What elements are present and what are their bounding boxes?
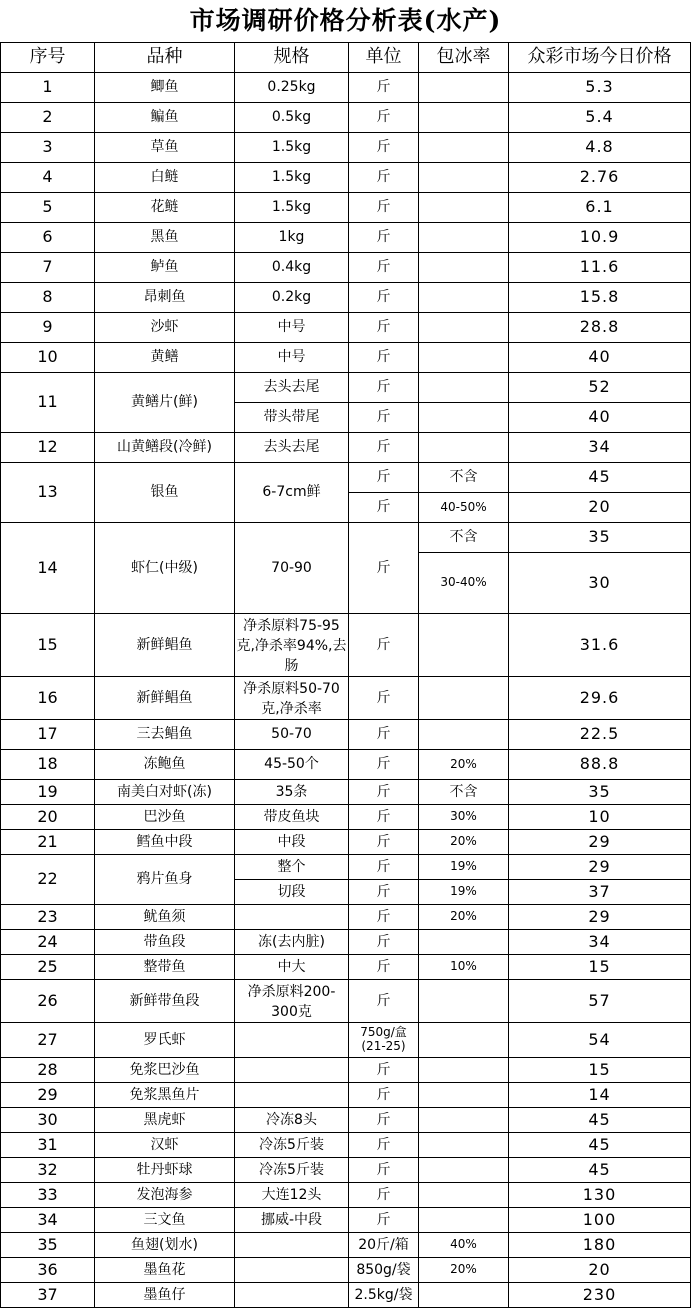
table-cell: 新鲜鲳鱼 xyxy=(95,614,235,677)
table-cell: 黄鳝片(鲜) xyxy=(95,373,235,433)
table-cell xyxy=(419,193,509,223)
table-cell: 斤 xyxy=(349,955,419,980)
table-row xyxy=(1,830,691,855)
table-cell xyxy=(235,1233,349,1258)
table-row xyxy=(1,223,691,253)
table-cell: 30 xyxy=(509,553,691,614)
table-cell: 不含 xyxy=(419,780,509,805)
table-cell: 4.8 xyxy=(509,133,691,163)
table-cell: 45 xyxy=(509,463,691,493)
table-cell xyxy=(419,283,509,313)
table-cell: 11 xyxy=(1,373,95,433)
table-row xyxy=(1,1133,691,1158)
table-cell: 黄鳝 xyxy=(95,343,235,373)
table-cell: 冷冻8头 xyxy=(235,1108,349,1133)
table-cell: 25 xyxy=(1,955,95,980)
table-cell: 850g/袋 xyxy=(349,1258,419,1283)
table-cell: 10.9 xyxy=(509,223,691,253)
table-cell xyxy=(419,1023,509,1058)
table-cell xyxy=(419,1283,509,1308)
table-cell: 29 xyxy=(1,1083,95,1108)
table-cell: 冻(去内脏) xyxy=(235,930,349,955)
table-cell: 130 xyxy=(509,1183,691,1208)
table-cell: 冻鲍鱼 xyxy=(95,750,235,780)
table-cell: 中号 xyxy=(235,343,349,373)
table-cell: 45 xyxy=(509,1108,691,1133)
table-cell: 中大 xyxy=(235,955,349,980)
table-cell: 新鲜鲳鱼 xyxy=(95,677,235,720)
table-cell: 14 xyxy=(1,523,95,614)
table-cell: 22 xyxy=(1,855,95,905)
table-cell: 70-90 xyxy=(235,523,349,614)
table-row xyxy=(1,1258,691,1283)
table-cell: 230 xyxy=(509,1283,691,1308)
table-cell: 40 xyxy=(509,403,691,433)
table-cell xyxy=(419,1208,509,1233)
table-cell: 1.5kg xyxy=(235,163,349,193)
table-cell xyxy=(419,1183,509,1208)
table-cell: 鱿鱼须 xyxy=(95,905,235,930)
table-cell: 20 xyxy=(509,493,691,523)
table-cell: 17 xyxy=(1,720,95,750)
table-cell: 昂刺鱼 xyxy=(95,283,235,313)
table-cell: 新鲜带鱼段 xyxy=(95,980,235,1023)
table-cell: 大连12头 xyxy=(235,1183,349,1208)
table-cell: 带皮鱼块 xyxy=(235,805,349,830)
table-cell: 19 xyxy=(1,780,95,805)
table-cell: 40% xyxy=(419,1233,509,1258)
table-cell: 33 xyxy=(1,1183,95,1208)
table-cell xyxy=(419,433,509,463)
table-cell: 斤 xyxy=(349,880,419,905)
table-row xyxy=(1,930,691,955)
header-cell: 单位 xyxy=(349,43,419,73)
table-cell: 虾仁(中级) xyxy=(95,523,235,614)
table-row xyxy=(1,283,691,313)
table-cell: 2 xyxy=(1,103,95,133)
table-row xyxy=(1,103,691,133)
table-cell: 鱼翅(划水) xyxy=(95,1233,235,1258)
table-cell xyxy=(235,1283,349,1308)
header-row xyxy=(1,43,691,73)
table-row xyxy=(1,1283,691,1308)
table-row xyxy=(1,73,691,103)
header-cell: 众彩市场今日价格 xyxy=(509,43,691,73)
table-cell: 23 xyxy=(1,905,95,930)
table-cell: 26 xyxy=(1,980,95,1023)
table-cell: 45 xyxy=(509,1133,691,1158)
table-cell xyxy=(235,905,349,930)
table-cell: 6.1 xyxy=(509,193,691,223)
table-cell xyxy=(419,73,509,103)
table-cell: 11.6 xyxy=(509,253,691,283)
header-cell: 包冰率 xyxy=(419,43,509,73)
table-cell: 100 xyxy=(509,1208,691,1233)
table-cell: 0.4kg xyxy=(235,253,349,283)
table-cell: 29 xyxy=(509,905,691,930)
table-cell: 2.5kg/袋 xyxy=(349,1283,419,1308)
table-cell: 花鲢 xyxy=(95,193,235,223)
table-cell: 40-50% xyxy=(419,493,509,523)
table-cell: 20 xyxy=(509,1258,691,1283)
table-cell: 10% xyxy=(419,955,509,980)
table-row xyxy=(1,1083,691,1108)
table-cell: 22.5 xyxy=(509,720,691,750)
table-cell: 1.5kg xyxy=(235,133,349,163)
table-row xyxy=(1,780,691,805)
table-row xyxy=(1,1108,691,1133)
table-cell xyxy=(419,720,509,750)
table-cell: 鳊鱼 xyxy=(95,103,235,133)
table-cell: 斤 xyxy=(349,1158,419,1183)
table-row xyxy=(1,1158,691,1183)
table-cell: 19% xyxy=(419,880,509,905)
table-cell xyxy=(419,313,509,343)
table-cell: 斤 xyxy=(349,1083,419,1108)
table-cell: 32 xyxy=(1,1158,95,1183)
table-cell: 鲫鱼 xyxy=(95,73,235,103)
header-cell: 品种 xyxy=(95,43,235,73)
table-cell: 29.6 xyxy=(509,677,691,720)
table-cell: 斤 xyxy=(349,1108,419,1133)
table-cell: 30% xyxy=(419,805,509,830)
table-cell: 斤 xyxy=(349,855,419,880)
table-cell: 20% xyxy=(419,830,509,855)
table-cell: 31.6 xyxy=(509,614,691,677)
table-cell: 斤 xyxy=(349,1058,419,1083)
table-cell: 15 xyxy=(509,955,691,980)
table-cell: 斤 xyxy=(349,253,419,283)
table-cell: 5.3 xyxy=(509,73,691,103)
table-cell: 斤 xyxy=(349,283,419,313)
table-cell: 斤 xyxy=(349,193,419,223)
table-cell: 不含 xyxy=(419,523,509,553)
table-cell: 净杀原料50-70克,净杀率 xyxy=(235,677,349,720)
table-cell: 54 xyxy=(509,1023,691,1058)
table-cell: 斤 xyxy=(349,980,419,1023)
table-cell: 山黄鳝段(冷鲜) xyxy=(95,433,235,463)
table-cell xyxy=(235,1258,349,1283)
table-cell: 37 xyxy=(1,1283,95,1308)
table-row xyxy=(1,373,691,403)
table-cell: 31 xyxy=(1,1133,95,1158)
table-row xyxy=(1,1023,691,1058)
table-row xyxy=(1,433,691,463)
table-cell: 净杀原料200-300克 xyxy=(235,980,349,1023)
table-body xyxy=(1,73,691,1308)
table-cell: 带头带尾 xyxy=(235,403,349,433)
table-cell: 20% xyxy=(419,905,509,930)
table-cell: 巴沙鱼 xyxy=(95,805,235,830)
table-row xyxy=(1,193,691,223)
table-cell: 50-70 xyxy=(235,720,349,750)
table-cell xyxy=(419,980,509,1023)
table-cell: 40 xyxy=(509,343,691,373)
table-cell xyxy=(419,253,509,283)
table-cell: 斤 xyxy=(349,614,419,677)
table-cell: 冷冻5斤装 xyxy=(235,1158,349,1183)
table-cell: 0.25kg xyxy=(235,73,349,103)
table-row xyxy=(1,805,691,830)
table-cell: 20% xyxy=(419,1258,509,1283)
table-cell: 去头去尾 xyxy=(235,373,349,403)
table-cell: 35 xyxy=(509,780,691,805)
table-cell: 斤 xyxy=(349,523,419,614)
table-cell: 冷冻5斤装 xyxy=(235,1133,349,1158)
table-cell: 750g/盒(21-25) xyxy=(349,1023,419,1058)
table-cell: 8 xyxy=(1,283,95,313)
table-cell: 3 xyxy=(1,133,95,163)
table-cell: 28.8 xyxy=(509,313,691,343)
table-row xyxy=(1,313,691,343)
table-cell: 斤 xyxy=(349,1183,419,1208)
table-cell xyxy=(419,1158,509,1183)
table-cell xyxy=(419,930,509,955)
table-cell: 1.5kg xyxy=(235,193,349,223)
table-cell: 斤 xyxy=(349,750,419,780)
table-row xyxy=(1,1233,691,1258)
header-cell: 序号 xyxy=(1,43,95,73)
table-cell: 三去鲳鱼 xyxy=(95,720,235,750)
table-cell: 白鲢 xyxy=(95,163,235,193)
table-cell: 斤 xyxy=(349,223,419,253)
table-cell xyxy=(419,1133,509,1158)
table-cell xyxy=(419,103,509,133)
table-cell: 沙虾 xyxy=(95,313,235,343)
table-cell: 35 xyxy=(509,523,691,553)
table-cell: 银鱼 xyxy=(95,463,235,523)
table-cell: 35 xyxy=(1,1233,95,1258)
table-cell: 斤 xyxy=(349,433,419,463)
table-cell: 4 xyxy=(1,163,95,193)
table-cell: 斤 xyxy=(349,133,419,163)
table-row xyxy=(1,1058,691,1083)
table-cell: 20 xyxy=(1,805,95,830)
table-cell: 墨鱼花 xyxy=(95,1258,235,1283)
table-row xyxy=(1,750,691,780)
table-cell xyxy=(419,373,509,403)
table-cell: 不含 xyxy=(419,463,509,493)
table-cell: 斤 xyxy=(349,930,419,955)
table-cell: 斤 xyxy=(349,163,419,193)
table-cell: 去头去尾 xyxy=(235,433,349,463)
table-cell: 鸦片鱼身 xyxy=(95,855,235,905)
table-cell: 180 xyxy=(509,1233,691,1258)
table-cell: 19% xyxy=(419,855,509,880)
table-cell: 中段 xyxy=(235,830,349,855)
table-cell: 斤 xyxy=(349,677,419,720)
table-cell: 牡丹虾球 xyxy=(95,1158,235,1183)
table-cell: 罗氏虾 xyxy=(95,1023,235,1058)
table-row xyxy=(1,905,691,930)
table-row xyxy=(1,720,691,750)
table-cell: 斤 xyxy=(349,780,419,805)
table-cell: 29 xyxy=(509,855,691,880)
table-cell: 斤 xyxy=(349,313,419,343)
table-cell: 37 xyxy=(509,880,691,905)
table-cell: 30-40% xyxy=(419,553,509,614)
table-row xyxy=(1,163,691,193)
table-row xyxy=(1,955,691,980)
table-cell: 35条 xyxy=(235,780,349,805)
table-cell: 挪威-中段 xyxy=(235,1208,349,1233)
table-cell: 2.76 xyxy=(509,163,691,193)
table-cell: 45-50个 xyxy=(235,750,349,780)
table-cell: 中号 xyxy=(235,313,349,343)
table-cell: 34 xyxy=(1,1208,95,1233)
table-cell: 6 xyxy=(1,223,95,253)
table-cell xyxy=(235,1058,349,1083)
table-row xyxy=(1,463,691,493)
table-cell xyxy=(419,343,509,373)
table-cell: 斤 xyxy=(349,720,419,750)
table-cell: 斤 xyxy=(349,73,419,103)
table-cell xyxy=(419,133,509,163)
table-cell: 切段 xyxy=(235,880,349,905)
table-row xyxy=(1,1208,691,1233)
table-row xyxy=(1,855,691,880)
table-cell: 16 xyxy=(1,677,95,720)
table-cell: 34 xyxy=(509,433,691,463)
table-cell: 21 xyxy=(1,830,95,855)
table-cell xyxy=(419,163,509,193)
table-cell: 24 xyxy=(1,930,95,955)
table-cell: 免浆巴沙鱼 xyxy=(95,1058,235,1083)
table-cell: 36 xyxy=(1,1258,95,1283)
table-cell: 鳕鱼中段 xyxy=(95,830,235,855)
table-cell: 5.4 xyxy=(509,103,691,133)
table-row xyxy=(1,980,691,1023)
table-cell: 斤 xyxy=(349,373,419,403)
table-cell: 南美白对虾(冻) xyxy=(95,780,235,805)
table-cell: 20斤/箱 xyxy=(349,1233,419,1258)
table-cell: 斤 xyxy=(349,805,419,830)
table-row xyxy=(1,614,691,677)
table-cell: 净杀原料75-95克,净杀率94%,去肠 xyxy=(235,614,349,677)
table-cell: 6-7cm鲜 xyxy=(235,463,349,523)
table-cell: 1 xyxy=(1,73,95,103)
table-row xyxy=(1,343,691,373)
table-cell xyxy=(419,614,509,677)
table-cell: 免浆黑鱼片 xyxy=(95,1083,235,1108)
table-cell: 7 xyxy=(1,253,95,283)
page-title: 市场调研价格分析表(水产) xyxy=(189,6,502,35)
table-cell: 15.8 xyxy=(509,283,691,313)
header-cell: 规格 xyxy=(235,43,349,73)
table-cell: 斤 xyxy=(349,493,419,523)
table-cell: 30 xyxy=(1,1108,95,1133)
table-cell xyxy=(419,403,509,433)
table-cell: 10 xyxy=(1,343,95,373)
table-row xyxy=(1,253,691,283)
table-cell: 12 xyxy=(1,433,95,463)
table-cell: 发泡海参 xyxy=(95,1183,235,1208)
table-cell: 斤 xyxy=(349,905,419,930)
table-cell: 斤 xyxy=(349,1208,419,1233)
table-cell: 10 xyxy=(509,805,691,830)
table-cell: 墨鱼仔 xyxy=(95,1283,235,1308)
table-cell: 整个 xyxy=(235,855,349,880)
table-cell: 0.2kg xyxy=(235,283,349,313)
table-cell xyxy=(419,1058,509,1083)
table-cell: 5 xyxy=(1,193,95,223)
table-cell: 斤 xyxy=(349,1133,419,1158)
table-row xyxy=(1,523,691,553)
table-cell: 整带鱼 xyxy=(95,955,235,980)
table-cell: 黑虎虾 xyxy=(95,1108,235,1133)
table-row xyxy=(1,133,691,163)
table-cell: 带鱼段 xyxy=(95,930,235,955)
table-cell: 20% xyxy=(419,750,509,780)
table-cell: 1kg xyxy=(235,223,349,253)
table-cell xyxy=(419,1108,509,1133)
table-cell: 29 xyxy=(509,830,691,855)
table-cell: 斤 xyxy=(349,343,419,373)
table-cell: 三文鱼 xyxy=(95,1208,235,1233)
table-cell: 52 xyxy=(509,373,691,403)
table-cell: 草鱼 xyxy=(95,133,235,163)
table-cell: 45 xyxy=(509,1158,691,1183)
table-cell xyxy=(235,1023,349,1058)
table-cell: 黑鱼 xyxy=(95,223,235,253)
table-cell: 34 xyxy=(509,930,691,955)
table-cell: 斤 xyxy=(349,463,419,493)
table-cell: 汉虾 xyxy=(95,1133,235,1158)
table-cell xyxy=(419,677,509,720)
table-cell: 27 xyxy=(1,1023,95,1058)
table-cell: 斤 xyxy=(349,103,419,133)
table-row xyxy=(1,677,691,720)
table-cell: 15 xyxy=(509,1058,691,1083)
table-cell: 28 xyxy=(1,1058,95,1083)
table-cell: 18 xyxy=(1,750,95,780)
table-cell: 13 xyxy=(1,463,95,523)
table-cell: 鲈鱼 xyxy=(95,253,235,283)
price-table xyxy=(0,42,691,1308)
table-cell: 57 xyxy=(509,980,691,1023)
table-cell: 15 xyxy=(1,614,95,677)
table-cell xyxy=(235,1083,349,1108)
table-cell: 88.8 xyxy=(509,750,691,780)
table-row xyxy=(1,1183,691,1208)
table-cell xyxy=(419,1083,509,1108)
table-cell: 9 xyxy=(1,313,95,343)
table-cell: 0.5kg xyxy=(235,103,349,133)
table-cell: 斤 xyxy=(349,830,419,855)
table-cell: 斤 xyxy=(349,403,419,433)
table-cell: 14 xyxy=(509,1083,691,1108)
table-cell xyxy=(419,223,509,253)
